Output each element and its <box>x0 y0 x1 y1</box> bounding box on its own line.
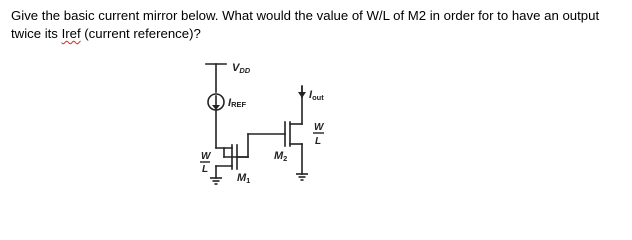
m1-width-label: W <box>201 151 211 162</box>
iref-prefix: I <box>228 97 232 109</box>
iref-subscript: REF <box>231 100 247 109</box>
misspelled-word[interactable]: Iref <box>61 26 81 41</box>
m2-length-label: L <box>315 136 322 147</box>
iref-label <box>228 97 246 109</box>
vdd-prefix: V <box>232 62 240 74</box>
current-mirror-schematic <box>188 56 348 204</box>
iout-arrow-head <box>298 92 306 98</box>
question-text <box>11 7 623 43</box>
question-line-2-start: twice its <box>11 26 62 41</box>
m2-label <box>274 150 287 163</box>
question-line-2-end: (current reference)? <box>80 26 201 41</box>
m2-prefix: M <box>274 150 284 162</box>
m1-subscript: 1 <box>246 176 251 185</box>
m1-length-label: L <box>202 164 209 175</box>
vdd-subscript: DD <box>239 66 251 75</box>
question-line-2 <box>11 25 623 43</box>
m2-width-label: W <box>314 122 324 133</box>
question-line-1: Give the basic current mirror below. What would the value of W/L of M2 in order for to have an output <box>11 8 600 23</box>
m1-prefix: M <box>237 172 247 184</box>
m1-label <box>237 172 250 185</box>
iout-prefix: I <box>309 89 313 101</box>
m2-subscript: 2 <box>283 154 288 163</box>
iout-label <box>309 89 324 102</box>
iout-subscript: out <box>312 93 324 102</box>
vdd-label <box>232 62 251 75</box>
